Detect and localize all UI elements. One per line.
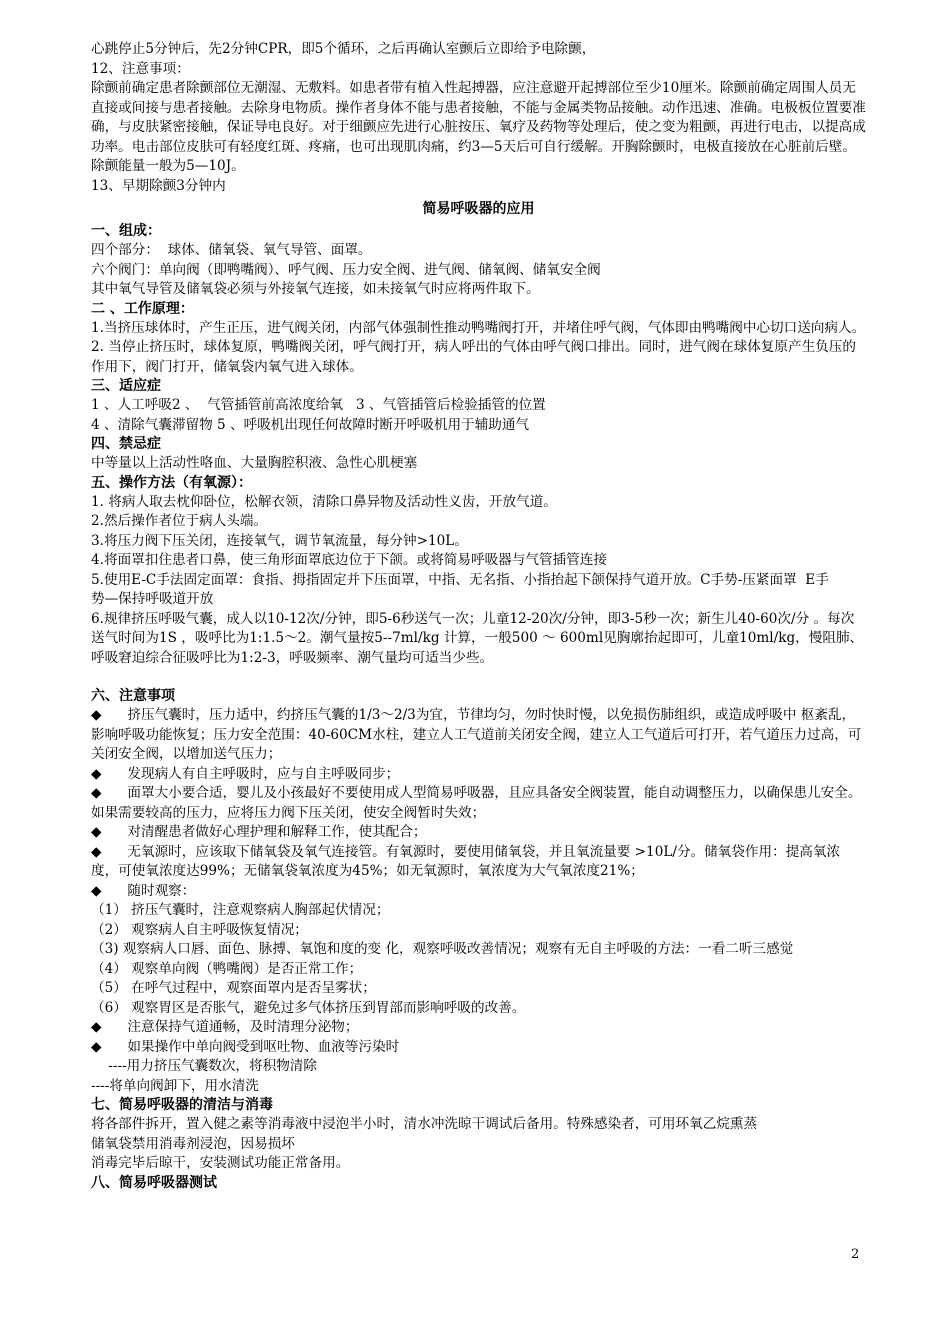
- bullet-item: ◆ 随时观察：: [91, 882, 196, 899]
- section-heading-procedure: 五、操作方法（有氧源）：: [91, 474, 252, 491]
- bullet-item: ◆ 面罩大小要合适，婴儿及小孩最好不要使用成人型简易呼吸器，且应具备安全阀装置，能自动调整压力，以确保患儿安全。如果需要较高的压力，应将压力阀下压关闭，使安全阀暂时失效；: [91, 785, 862, 821]
- document-page: [91, 40, 866, 1193]
- observation-item: （3) 观察病人口唇、面色、脉搏、氧饱和度的变 化，观察呼吸改善情况；观察有无自主呼吸的方法：一看二听三感觉: [91, 941, 794, 957]
- observation-item: （6） 观察胃区是否胀气，避免过多气体挤压到胃部而影响呼吸的改善。: [91, 999, 526, 1016]
- paragraph: 心跳停止5分钟后，先2分钟CPR，即5个循环，之后再确认室颤后立即给予电除颤，: [91, 41, 596, 57]
- list-item: 2.然后操作者位于病人头端。: [91, 513, 268, 529]
- paragraph: 四个部分： 球体、储氧袋、氧气导管、面罩。: [91, 242, 372, 258]
- bullet-item: ◆ 对清醒患者做好心理护理和解释工作，使其配合；: [91, 824, 427, 840]
- paragraph: 1.当挤压球体时，产生正压，进气阀关闭，内部气体强制性推动鸭嘴阀打开，并堵住呼气阀，气体即由鸭嘴阀中心切口送向病人。: [91, 319, 866, 336]
- paragraph: 六个阀门：单向阀（即鸭嘴阀）、呼气阀、压力安全阀、进气阀、储氧阀、储氧安全阀: [91, 261, 601, 278]
- spacer: [91, 668, 866, 687]
- bullet-item: ◆ 如果操作中单向阀受到呕吐物、血液等污染时: [91, 1038, 400, 1055]
- paragraph: 中等量以上活动性咯血、大量胸腔积液、急性心肌梗塞: [91, 455, 418, 471]
- section-heading-testing: 八、简易呼吸器测试: [91, 1174, 217, 1191]
- bullet-item: ◆ 注意保持气道通畅，及时清理分泌物；: [91, 1019, 359, 1035]
- observation-item: （5） 在呼气过程中，观察面罩内是否呈雾状；: [91, 980, 376, 996]
- list-item: 12、注意事项：: [91, 60, 190, 77]
- paragraph: 2. 当停止挤压时，球体复原，鸭嘴阀关闭，呼气阀打开，病人呼出的气体由呼气阀口排出。同时，进气阀在球体复原产生负压的作用下，阀门打开，储氧袋内氧气进入球体。: [91, 339, 856, 375]
- document-title: 简易呼吸器的应用: [422, 201, 535, 217]
- paragraph: 1 、人工呼吸2 、 气管插管前高浓度给氧 3 、气管插管后检验插管的位置: [91, 397, 546, 413]
- list-item: 3.将压力阀下压关闭，连接氧气，调节氧流量，每分钟>10L。: [91, 532, 468, 549]
- observation-item: （4） 观察单向阀（鸭嘴阀）是否正常工作；: [91, 960, 363, 977]
- bullet-item: ◆ 无氧源时，应该取下储氧袋及氧气连接管。有氧源时，要使用储氧袋，并且氧流量要 >10L/分。储氧袋作用：提高氧浓度，可使氧浓度达99%；无储氧袋氧浓度为45%；如无氧源时，氧浓度为大气氧浓度21%；: [91, 843, 841, 879]
- observation-item: （1） 挤压气囊时，注意观察病人胸部起伏情况；: [91, 902, 390, 918]
- section-heading-contraindications: 四、禁忌症: [91, 436, 161, 452]
- observation-item: （2） 观察病人自主呼吸恢复情况；: [91, 921, 308, 938]
- paragraph: 将各部件拆开，置入健之素等消毒液中浸泡半小时，清水冲洗晾干调试后备用。特殊感染者，可用环氧乙烷熏蒸: [91, 1116, 758, 1132]
- list-item: 5.使用E-C手法固定面罩：食指、拇指固定并下压面罩，中指、无名指、小指抬起下颌保持气道开放。C手势-压紧面罩 E手 势—保持呼吸道开放: [91, 571, 860, 607]
- list-item: 4.将面罩扣住患者口鼻，使三角形面罩底边位于下颌。或将简易呼吸器与气管插管连接: [91, 552, 607, 568]
- paragraph: 除颤前确定患者除颤部位无潮湿、无敷料。如患者带有植入性起搏器，应注意避开起搏部位至少10厘米。除颤前确定周围人员无直接或间接与患者接触。去除身电物质。操作者身体不能与患者接触，不能与金属类物品接触。动作迅速、准确。电极板位置要准确，与皮肤紧密接触，保证导电良好。对于细颤应先进行心脏按压、氧疗及药物等处理后，使之变为粗颤，再进行电击，以提高成功率。电击部位皮肤可有轻度红斑、疼痛，也可出现肌肉痛，约3—5天后可自行缓解。开胸除颤时，电极直接放在心脏前后壁。除颤能量一般为5—10J。: [91, 80, 866, 174]
- paragraph: 其中氧气导管及储氧袋必须与外接氧气连接，如未接氧气时应将两件取下。: [91, 281, 540, 297]
- section-heading-composition: 一、组成：: [91, 223, 161, 239]
- list-item: 13、早期除颤3分钟内: [91, 177, 226, 194]
- section-heading-indications: 三、适应症: [91, 378, 161, 394]
- dash-item: ----用力挤压气囊数次，将积物清除: [91, 1058, 317, 1074]
- dash-item: ----将单向阀卸下，用水清洗: [91, 1077, 259, 1094]
- section-heading-principle: 二 、工作原理：: [91, 300, 194, 317]
- bullet-item: ◆ 挤压气囊时，压力适中，约挤压气囊的1/3～2/3为宜，节律均匀，勿时快时慢，以免损伤肺组织，或造成呼吸中 枢紊乱，影响呼吸功能恢复；压力安全范围：40-60CM水柱，建立人工气道前关闭安全阀，建立人工气道后可打开，若气道压力过高，可关闭安全阀，以增加送气压力；: [91, 707, 862, 762]
- paragraph: 消毒完毕后晾干，安装测试功能正常备用。: [91, 1155, 350, 1171]
- paragraph: 4 、清除气囊滞留物 5 、呼吸机出现任何故障时断开呼吸机用于辅助通气: [91, 416, 530, 433]
- page-number: 2: [851, 1247, 860, 1262]
- section-heading-cleaning: 七、简易呼吸器的清洁与消毒: [91, 1097, 273, 1113]
- bullet-item: ◆ 发现病人有自主呼吸时，应与自主呼吸同步；: [91, 765, 400, 782]
- list-item: 6.规律挤压呼吸气囊，成人以10-12次/分钟，即5-6秒送气一次；儿童12-20次/分钟，即3-5秒一次；新生儿40-60次/分 。每次送气时间为1S ，吸呼比为1:1.5～2。潮气量按5--7ml/kg 计算，一般500 ～ 600ml见胸廓抬起即可，儿童10ml/kg，慢阻肺、呼吸窘迫综合征吸呼比为1:2-3，呼吸频率、潮气量均可适当少些。: [91, 610, 864, 666]
- list-item: 1. 将病人取去枕仰卧位，松解衣领，清除口鼻异物及活动性义齿，开放气道。: [91, 493, 557, 510]
- paragraph: 储氧袋禁用消毒剂浸泡，因易损坏: [91, 1135, 295, 1152]
- section-heading-precautions: 六、注意事项: [91, 688, 175, 704]
